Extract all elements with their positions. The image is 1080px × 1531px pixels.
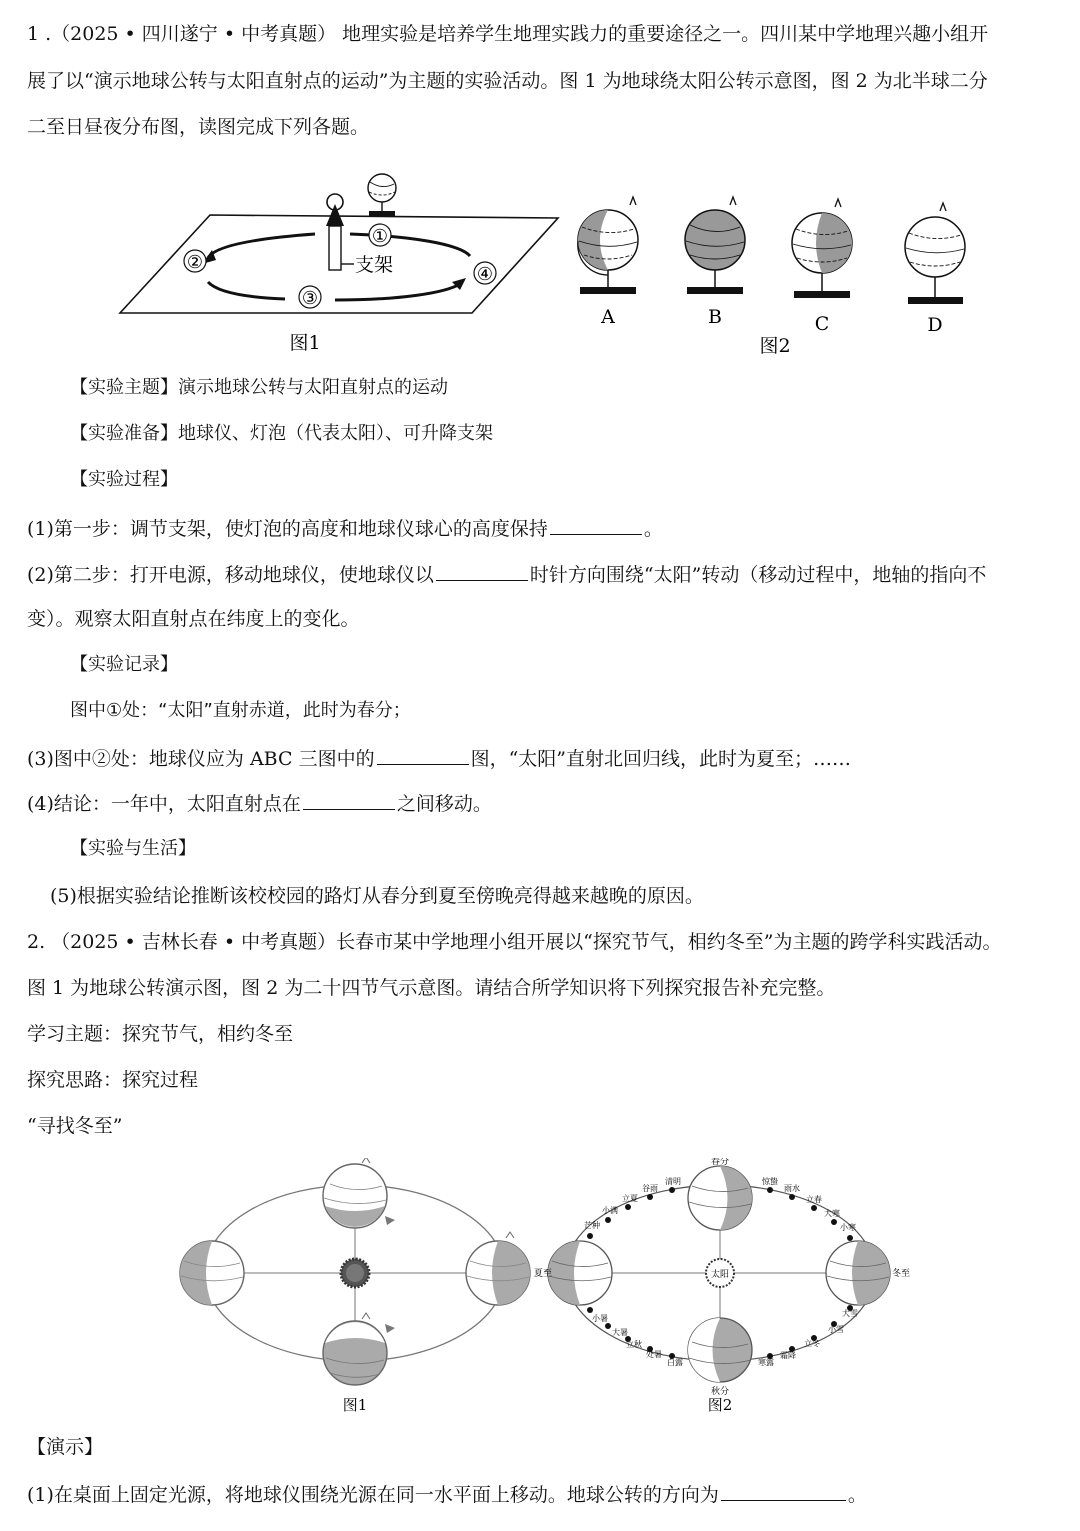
q1-blank-1[interactable]	[550, 516, 642, 535]
q2-demo-heading: 【演示】	[27, 1436, 104, 1458]
q2-term-ul-3: 谷雨	[642, 1184, 658, 1193]
q2-intro-line-1: 2. （2025 • 吉林长春 • 中考真题）长春市某中学地理小组开展以“探究节气，相约冬至”为主题的跨学科实践活动。	[27, 931, 1002, 953]
q2-demo-1: (1)在桌面上固定光源，将地球仪围绕光源在同一水平面上移动。地球公转的方向为 。	[27, 1484, 867, 1506]
q2-term-lr-1: 霜降	[780, 1351, 796, 1360]
q1-step-2: (2)第二步：打开电源，移动地球仪，使地球仪以 时针方向围绕“太阳”转动（移动过程中，地轴的指向不	[27, 564, 987, 586]
q2-theme: 学习主题：探究节气，相约冬至	[27, 1023, 294, 1045]
globe-b-label: B	[708, 306, 722, 328]
q2-term-lr-0: 寒露	[758, 1358, 774, 1367]
globe-c-label: C	[814, 313, 830, 335]
q1-step-3: (3)图中②处：地球仪应为 ABC 三图中的 图，“太阳”直射北回归线，此时为夏至；……	[27, 748, 852, 770]
q1-figure-2	[570, 195, 980, 360]
q1-intro-line-2: 展了以“演示地球公转与太阳直射点的运动”为主题的实验活动。图 1 为地球绕太阳公转示意图，图 2 为北半球二分	[27, 70, 988, 92]
q1-fig1-position-2: ②	[186, 252, 204, 273]
q2-term-ll-1: 大暑	[612, 1328, 628, 1337]
q1-experiment-life: 【实验与生活】	[70, 838, 196, 859]
q2-term-ll-2: 立秋	[626, 1340, 642, 1349]
q2-term-top: 春分	[710, 1158, 730, 1167]
q1-experiment-process: 【实验过程】	[70, 469, 178, 490]
q2-term-ul-1: 小满	[602, 1206, 618, 1215]
q2-intro-line-2: 图 1 为地球公转演示图，图 2 为二十四节气示意图。请结合所学知识将下列探究报告补充完整。	[27, 977, 836, 999]
q1-step-1: (1)第一步：调节支架，使灯泡的高度和地球仪球心的高度保持 。	[27, 518, 663, 540]
q2-term-ur-0: 惊蛰	[762, 1177, 778, 1186]
q2-term-ur-2: 立春	[806, 1195, 822, 1204]
q2-term-ll-0: 小暑	[592, 1314, 608, 1323]
q1-fig1-position-3: ③	[301, 288, 319, 309]
q1-experiment-prep: 【实验准备】地球仪、灯泡（代表太阳）、可升降支架	[70, 423, 493, 444]
q2-term-ll-4: 白露	[667, 1358, 683, 1367]
q2-term-bottom: 秋分	[710, 1387, 730, 1397]
q2-term-ur-3: 大寒	[824, 1209, 840, 1218]
q2-term-right: 冬至	[892, 1269, 911, 1279]
q1-blank-3[interactable]	[377, 746, 469, 765]
q1-fig1-stand-label: 支架	[355, 254, 394, 276]
q2-figure-1	[170, 1158, 545, 1420]
q2-fig2-caption: 图2	[707, 1396, 733, 1414]
q1-blank-4[interactable]	[303, 791, 395, 810]
globe-d-label: D	[927, 314, 943, 336]
q2-term-lr-4: 大雪	[842, 1309, 858, 1318]
q1-intro-line-3: 二至日昼夜分布图，读图完成下列各题。	[27, 116, 370, 138]
q1-step-4: (4)结论：一年中，太阳直射点在 之间移动。	[27, 793, 492, 815]
q2-term-ur-1: 雨水	[784, 1184, 800, 1193]
q2-term-lr-2: 立冬	[804, 1339, 820, 1348]
globe-d	[905, 203, 965, 336]
q2-term-ll-3: 处暑	[646, 1350, 662, 1359]
q1-blank-2[interactable]	[436, 562, 528, 581]
globe-a	[578, 197, 638, 328]
q2-idea: 探究思路：探究过程	[27, 1069, 199, 1091]
q1-record-1: 图中①处：“太阳”直射赤道，此时为春分；	[70, 700, 411, 721]
q2-find-winter-solstice: “寻找冬至”	[27, 1115, 123, 1137]
q1-experiment-theme: 【实验主题】演示地球公转与太阳直射点的运动	[70, 377, 448, 398]
q1-fig2-caption: 图2	[759, 335, 791, 357]
globe-b	[685, 197, 745, 328]
q2-term-left: 夏至	[534, 1269, 553, 1279]
q2-blank-1[interactable]	[721, 1482, 846, 1501]
q1-intro-line-1: 1 .（2025 • 四川遂宁 • 中考真题） 地理实验是培养学生地理实践力的重要途径之一。四川某中学地理兴趣小组开	[27, 23, 989, 45]
q2-fig2-sun-label: 太阳	[710, 1270, 730, 1280]
q1-experiment-record: 【实验记录】	[70, 654, 178, 675]
q2-term-lr-3: 小雪	[828, 1325, 844, 1334]
q1-step-2-cont: 变）。观察太阳直射点在纬度上的变化。	[27, 608, 360, 630]
q2-term-ur-4: 小寒	[840, 1223, 856, 1232]
q1-fig1-caption: 图1	[289, 332, 321, 354]
q1-fig1-position-1: ①	[371, 226, 389, 247]
q2-figure-2	[530, 1158, 925, 1420]
globe-c	[792, 199, 852, 335]
q1-step-5: (5)根据实验结论推断该校校园的路灯从春分到夏至傍晚亮得越来越晚的原因。	[50, 885, 704, 907]
q2-term-ul-0: 芒种	[584, 1221, 600, 1230]
q2-term-ul-4: 清明	[665, 1177, 681, 1186]
q1-fig1-position-4: ④	[476, 264, 494, 285]
q2-term-ul-2: 立夏	[622, 1194, 638, 1203]
globe-a-label: A	[601, 306, 615, 328]
q1-figure-1	[110, 160, 570, 360]
q2-fig1-caption: 图1	[342, 1396, 368, 1414]
